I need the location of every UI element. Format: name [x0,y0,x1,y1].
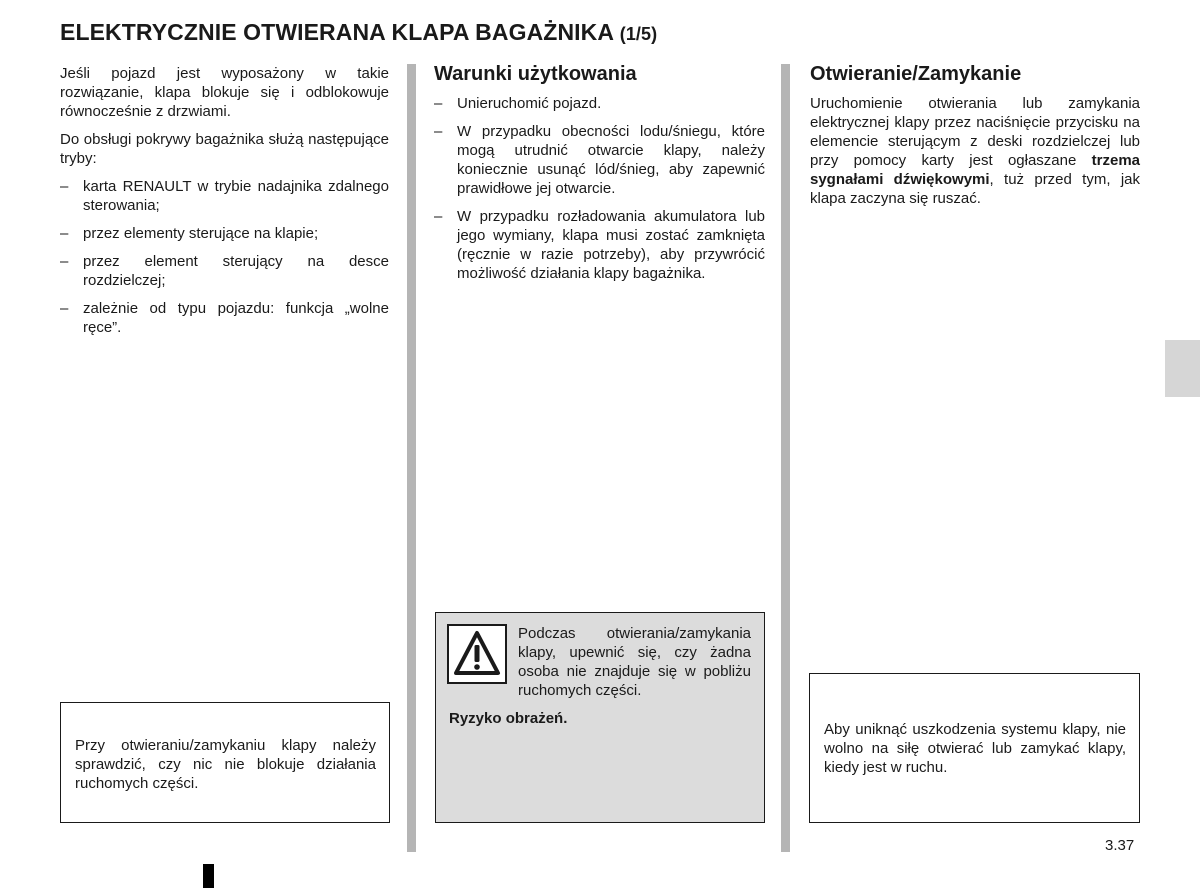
note-text: Przy otwieraniu/zamykaniu klapy należy sprawdzić, czy nic nie blokuje działania ruchomych części. [75,737,376,792]
list-item [60,252,389,290]
dash-bullet: – [60,225,69,242]
list-item-text: przez elementy sterujące na klapie; [83,225,319,242]
modes-list [60,177,389,337]
print-mark [203,864,214,888]
note-box-blocking [60,702,390,823]
opening-paragraph [810,94,1140,208]
opening-text-bold: trzema sygnałami dźwiękowymi [810,152,1140,188]
column-divider [407,64,416,852]
opening-text-end: , tuż przed tym, jak klapa zaczyna się ruszać. [810,171,1140,207]
dash-bullet: – [60,178,69,195]
list-item-text: przez element sterujący na desce rozdzielczej; [83,253,389,289]
list-item-text: W przypadku obecności lodu/śniegu, które mogą utrudnić otwarcie klapy, należy koniecznie usunąć lód/śnieg, aby zapewnić prawidłowe jej otwarcie. [457,123,765,197]
conditions-list [434,94,765,283]
dash-bullet: – [434,95,443,112]
page-title-part: (1/5) [619,24,658,44]
intro-column [60,64,389,346]
list-item [434,122,765,198]
warning-triangle-icon [447,624,507,684]
list-item-text: Unieruchomić pojazd. [457,95,602,112]
list-item-text: zależnie od typu pojazdu: funkcja „wolne ręce”. [83,300,389,336]
list-item-text: W przypadku rozładowania akumulatora lub jego wymiany, klapa musi zostać zamknięta (ręcznie w razie potrzeby), aby przywrócić możliwość działania klapy bagażnika. [457,208,765,282]
modes-intro-paragraph: Do obsługi pokrywy bagażnika służą następujące tryby: [60,131,389,167]
dash-bullet: – [60,300,69,317]
dash-bullet: – [434,123,443,140]
list-item [60,177,389,215]
dash-bullet: – [60,253,69,270]
warning-text: Podczas otwierania/zamykania klapy, upewnić się, czy żadna osoba nie znajduje się w pobliżu ruchomych części. [518,625,751,699]
note-box-forcing [809,673,1140,823]
opening-column [810,63,1140,217]
page-number: 3.37 [1105,837,1135,854]
opening-text-start: Uruchomienie otwierania lub zamykania elektrycznej klapy przez naciśnięcie przycisku na elemencie sterującym z deski rozdzielczej lub przy pomocy karty jest ogłaszane [810,95,1140,169]
warning-risk-label: Ryzyko obrażeń. [449,710,568,727]
warning-box [435,612,765,823]
conditions-column [434,63,765,292]
conditions-heading: Warunki użytkowania [434,63,637,85]
page-title [60,19,657,46]
opening-heading: Otwieranie/Zamykanie [810,63,1022,85]
list-item [60,224,389,243]
note-text: Aby uniknąć uszkodzenia systemu klapy, nie wolno na siłę otwierać lub zamykać klapy, kiedy jest w ruchu. [824,721,1126,776]
list-item [60,299,389,337]
dash-bullet: – [434,208,443,225]
page-title-text: ELEKTRYCZNIE OTWIERANA KLAPA BAGAŻNIKA [60,19,614,45]
list-item [434,94,765,113]
chapter-tab [1165,340,1200,397]
list-item-text: karta RENAULT w trybie nadajnika zdalnego sterowania; [83,178,389,214]
intro-paragraph: Jeśli pojazd jest wyposażony w takie rozwiązanie, klapa blokuje się i odblokowuje równocześnie z drzwiami. [60,65,389,120]
column-divider [781,64,790,852]
list-item [434,207,765,283]
